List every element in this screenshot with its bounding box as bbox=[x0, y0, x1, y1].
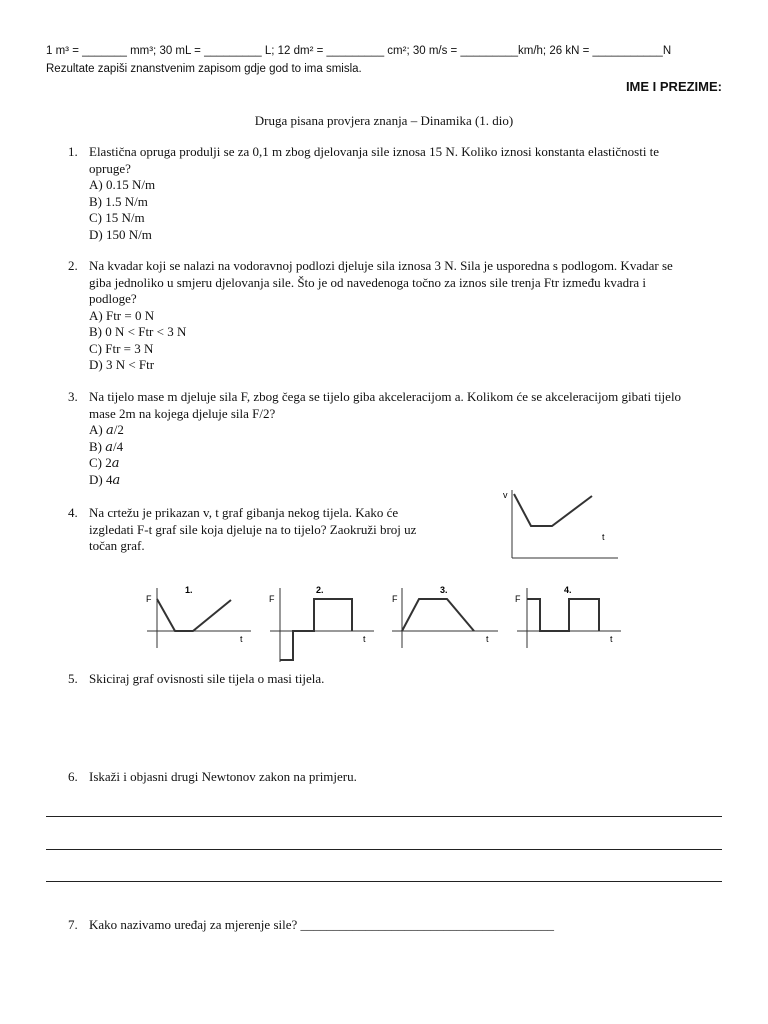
ft1-curve bbox=[157, 599, 231, 631]
ft3-number[interactable]: 3. bbox=[440, 585, 448, 595]
question-number: 3. bbox=[68, 389, 78, 404]
answer-option-b[interactable]: B) 0 N < Ftr < 3 N bbox=[89, 324, 187, 339]
test-title: Druga pisana provjera znanja – Dinamika (1. dio) bbox=[254, 113, 514, 128]
ft2-curve bbox=[280, 599, 352, 660]
ft-graph-3 bbox=[390, 582, 502, 652]
ft4-y-label: F bbox=[515, 594, 521, 604]
ft2-y-label: F bbox=[269, 594, 275, 604]
question-number: 7. bbox=[68, 917, 78, 932]
ft-graph-2 bbox=[266, 582, 378, 664]
answer-option-c[interactable]: C) 15 N/m bbox=[89, 210, 145, 225]
question-text-line: Iskaži i objasni drugi Newtonov zakon na primjeru. bbox=[89, 769, 357, 784]
ft1-x-label: t bbox=[240, 634, 243, 644]
answer-option-c[interactable]: C) Ftr = 3 N bbox=[89, 340, 154, 356]
question-text-line: Skiciraj graf ovisnosti sile tijela o masi tijela. bbox=[89, 671, 325, 686]
answer-line[interactable] bbox=[46, 881, 722, 882]
ft1-y-label: F bbox=[146, 594, 152, 604]
question-text-line: Na crtežu je prikazan v, t graf gibanja nekog tijela. Kako će bbox=[89, 505, 399, 520]
ft2-number[interactable]: 2. bbox=[316, 585, 324, 595]
question-text-line: mase 2m na kojega djeluje sila F/2? bbox=[89, 405, 276, 421]
question-number: 6. bbox=[68, 769, 78, 784]
question-text-line: Kako nazivamo uređaj za mjerenje sile? _______________________________________ bbox=[89, 917, 555, 932]
question-text-line: Elastična opruga produlji se za 0,1 m zbog djelovanja sile iznosa 15 N. Koliko iznosi konstanta elastičnosti te bbox=[89, 144, 660, 159]
question-text-line: Na tijelo mase m djeluje sila F, zbog čega se tijelo giba akceleracijom a. Kolikom će se akceleracijom gibati tijelo bbox=[89, 389, 682, 404]
question-text-line: podloge? bbox=[89, 291, 137, 306]
question-text-line: opruge? bbox=[89, 160, 131, 176]
ft3-x-label: t bbox=[486, 634, 489, 644]
ft4-curve bbox=[527, 599, 599, 631]
answer-option-a[interactable]: A) 0.15 N/m bbox=[89, 177, 156, 192]
answer-option-b[interactable]: B) 𝑎/4 bbox=[89, 438, 124, 454]
vt-y-label: v bbox=[503, 490, 508, 500]
answer-line[interactable] bbox=[46, 816, 722, 817]
answer-line[interactable] bbox=[46, 849, 722, 850]
question-number: 1. bbox=[68, 144, 78, 159]
vt-curve bbox=[514, 494, 592, 526]
ft-graph-1 bbox=[143, 582, 255, 652]
question-text-line: točan graf. bbox=[89, 538, 145, 553]
answer-option-d[interactable]: D) 4𝑎 bbox=[89, 471, 121, 487]
question-text-line: Na kvadar koji se nalazi na vodoravnoj podlozi djeluje sila iznosa 3 N. Sila je usporedna s podlogom. Kvadar se bbox=[89, 258, 673, 273]
name-label: IME I PREZIME: bbox=[625, 79, 722, 94]
ft3-curve bbox=[402, 599, 474, 631]
vt-graph bbox=[496, 484, 622, 564]
question-number: 4. bbox=[68, 505, 78, 520]
answer-option-d[interactable]: D) 3 N < Ftr bbox=[89, 357, 155, 372]
ft4-number[interactable]: 4. bbox=[564, 585, 572, 595]
instruction-text: Rezultate zapiši znanstvenim zapisom gdje god to ima smisla. bbox=[46, 63, 362, 75]
ft1-number[interactable]: 1. bbox=[185, 585, 193, 595]
question-number: 5. bbox=[68, 671, 78, 686]
vt-x-label: t bbox=[602, 532, 605, 542]
question-text-line: izgledati F-t graf sile koja djeluje na to tijelo? Zaokruži broj uz bbox=[89, 521, 417, 537]
question-number: 2. bbox=[68, 258, 78, 273]
question-text-line: giba jednoliko u smjeru djelovanja sile. Što je od navedenoga točno za iznos sile trenja Ftr između kvadra i bbox=[89, 274, 647, 290]
answer-option-d[interactable]: D) 150 N/m bbox=[89, 226, 152, 242]
answer-option-b[interactable]: B) 1.5 N/m bbox=[89, 193, 148, 209]
answer-option-a[interactable]: A) Ftr = 0 N bbox=[89, 307, 155, 323]
unit-conversion-line: 1 m³ = _______ mm³; 30 mL = _________ L; 12 dm² = _________ cm²; 30 m/s = _________km/h; 26 kN = ___________N bbox=[46, 45, 672, 57]
answer-option-c[interactable]: C) 2𝑎 bbox=[89, 455, 120, 470]
ft2-x-label: t bbox=[363, 634, 366, 644]
ft-graph-4 bbox=[513, 582, 625, 652]
ft3-y-label: F bbox=[392, 594, 398, 604]
answer-option-a[interactable]: A) 𝑎/2 bbox=[89, 422, 124, 437]
ft4-x-label: t bbox=[610, 634, 613, 644]
